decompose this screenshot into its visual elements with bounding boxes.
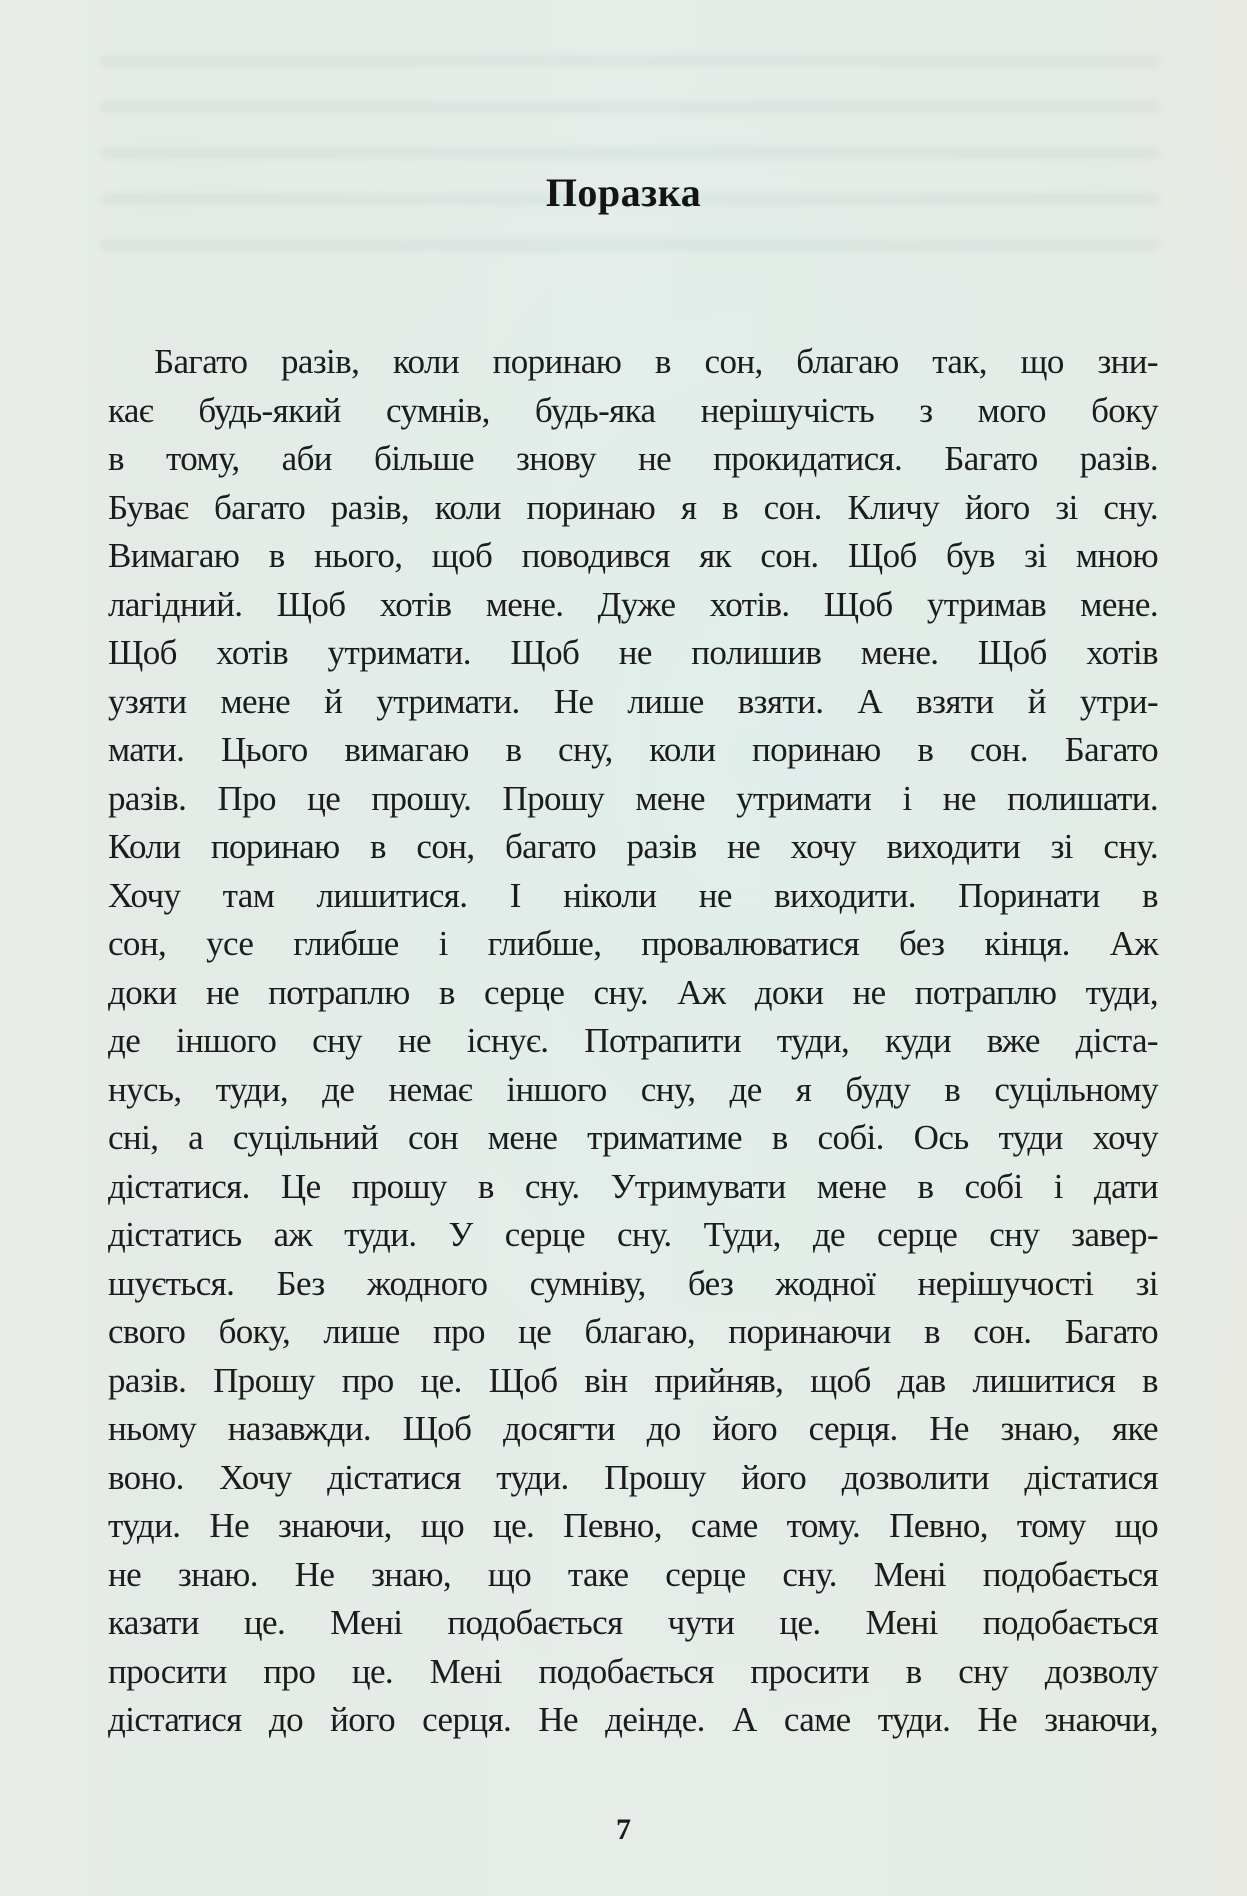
chapter-title: Поразка xyxy=(545,169,702,215)
ghost-line xyxy=(100,55,1160,67)
text-line: разів. Про це прошу. Прошу мене утримати і не полишати. xyxy=(108,778,1158,818)
text-line: сні, а суцільний сон мене триматиме в собі. Ось туди хочу xyxy=(108,1118,1158,1157)
text-line: нусь, туди, де немає іншого сну, де я буду в суцільному xyxy=(108,1069,1158,1109)
text-line: дістатися. Це прошу в сну. Утримувати мене в собі і дати xyxy=(108,1166,1158,1206)
text-line: дістатись аж туди. У серце сну. Туди, де серце сну завер- xyxy=(108,1215,1158,1254)
text-line: Хочу там лишитися. І ніколи не виходити. Поринати в xyxy=(108,875,1158,915)
text-line: Буває багато разів, коли поринаю я в сон. Кличу його зі сну. xyxy=(108,487,1158,527)
ghost-line xyxy=(100,101,1160,113)
text-line: Вимагаю в нього, щоб поводився як сон. Щоб був зі мною xyxy=(108,536,1158,575)
text-line: сон, усе глибше і глибше, провалюватися без кінця. Аж xyxy=(108,924,1158,963)
ghost-line xyxy=(100,239,1160,251)
text-line: не знаю. Не знаю, що таке серце сну. Мені подобається xyxy=(108,1554,1158,1594)
text-line: туди. Не знаючи, що це. Певно, саме тому. Певно, тому що xyxy=(108,1506,1158,1545)
text-line: лагідний. Щоб хотів мене. Дуже хотів. Щоб утримав мене. xyxy=(108,584,1158,624)
text-line: казати це. Мені подобається чути це. Мені подобається xyxy=(108,1603,1158,1642)
text-line: кає будь-який сумнів, будь-яка нерішучість з мого боку xyxy=(108,390,1158,430)
text-line: разів. Прошу про це. Щоб він прийняв, щоб дав лишитися в xyxy=(108,1360,1158,1400)
ghost-line xyxy=(100,147,1160,159)
text-line: Коли поринаю в сон, багато разів не хочу виходити зі сну. xyxy=(108,827,1158,866)
text-line: Багато разів, коли поринаю в сон, благаю так, що зни- xyxy=(154,342,1158,381)
text-line: дістатися до його серця. Не деінде. А саме туди. Не знаючи, xyxy=(108,1700,1158,1739)
body-text xyxy=(108,338,1158,1745)
text-line: узяти мене й утримати. Не лише взяти. А взяти й утри- xyxy=(108,681,1158,721)
text-line: де іншого сну не існує. Потрапити туди, куди вже діста- xyxy=(108,1021,1158,1060)
text-line: в тому, аби більше знову не прокидатися. Багато разів. xyxy=(108,439,1158,478)
text-line: воно. Хочу дістатися туди. Прошу його дозволити дістатися xyxy=(108,1457,1158,1497)
text-line: Щоб хотів утримати. Щоб не полишив мене. Щоб хотів xyxy=(108,633,1158,672)
text-line: доки не потраплю в серце сну. Аж доки не потраплю туди, xyxy=(108,972,1158,1012)
text-line: шується. Без жодного сумніву, без жодної нерішучості зі xyxy=(108,1263,1158,1303)
text-line: просити про це. Мені подобається просити в сну дозволу xyxy=(108,1651,1158,1691)
text-line: свого боку, лише про це благаю, поринаючи в сон. Багато xyxy=(108,1312,1158,1351)
text-line: ньому назавжди. Щоб досягти до його серця. Не знаю, яке xyxy=(108,1409,1158,1448)
text-line: мати. Цього вимагаю в сну, коли поринаю в сон. Багато xyxy=(108,730,1158,769)
page-number: 7 xyxy=(616,1813,631,1846)
